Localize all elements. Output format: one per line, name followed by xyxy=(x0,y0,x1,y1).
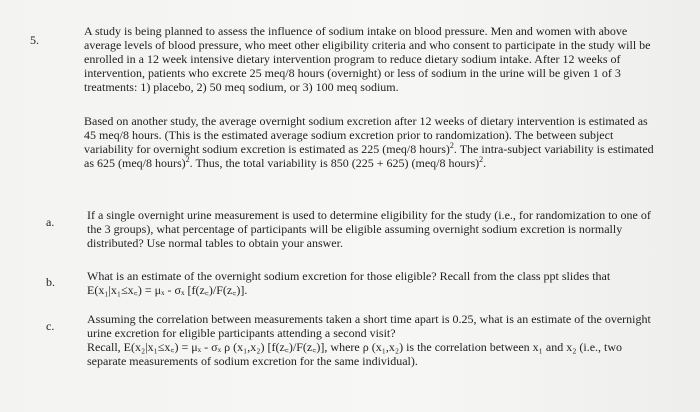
background-superscript-3: 2 xyxy=(479,155,484,164)
background-end: . xyxy=(483,156,487,170)
problem-number: 5. xyxy=(30,33,39,47)
question-c xyxy=(87,312,657,368)
question-a-text: If a single overnight urine measurement is used to determine eligibility for the study (i.e., for randomization to one of the 3 groups), what percentage of participants will be eligible assuming overnight sodium excretion is normally distributed? Use normal tables to obtain your answer. xyxy=(87,208,651,250)
question-c-where-text: where ρ (x₁,x₂) is the correlation between x₁ and x₂ (i.e., two separate measurements of sodium excretion for the same individual). xyxy=(87,340,623,368)
question-c-formula: E(x₂|x₁≤x꜀) = μₓ - σₓ ρ (x₁,x₂) [f(z꜀)/F(z꜀)], xyxy=(123,340,328,354)
question-c-recall-label: Recall, xyxy=(87,340,121,354)
problem-background xyxy=(84,114,660,170)
background-sentence-3: . Thus, the total variability is 850 (225 + 625) (meq/8 hours) xyxy=(189,156,480,170)
background-superscript-2: 2 xyxy=(185,155,190,164)
question-b xyxy=(87,269,657,297)
question-a-label: a. xyxy=(46,215,55,229)
question-b-label: b. xyxy=(46,275,55,289)
question-c-text: Assuming the correlation between measurements taken a short time apart is 0.25, what is an estimate of the overnight urine excretion for eligible participants attending a second visit? xyxy=(87,312,651,340)
question-b-formula: E(x₁|x₁≤x꜀) = μₓ - σₓ [f(z꜀)/F(z꜀)]. xyxy=(87,283,248,297)
background-sentence-2: . The intra-subject variability is estimated as 625 (meq/8 hours) xyxy=(84,142,654,170)
background-superscript-1: 2 xyxy=(449,141,454,150)
problem-intro: A study is being planned to assess the influence of sodium intake on blood pressure. Men and women with above average levels of blood pressure, who meet other eligibility criteria and who consent to participate in the study will be enrolled in a 12 week intensive dietary intervention program to reduce dietary sodium intake. After 12 weeks of intervention, patients who excrete 25 meq/8 hours (overnight) or less of sodium in the urine will be given 1 of 3 treatments: 1) placebo, 2) 50 meq sodium, or 3) 100 meq sodium. xyxy=(84,24,651,94)
question-b-text: What is an estimate of the overnight sodium excretion for those eligible? Recall from the class ppt slides that xyxy=(87,269,611,283)
question-c-label: c. xyxy=(46,319,55,333)
background-sentence-1: Based on another study, the average overnight sodium excretion after 12 weeks of dietary intervention is estimated as 45 meq/8 hours. (This is the estimated average sodium excretion prior to randomization). The between subject variability for overnight sodium excretion is estimated as 225 (meq/8 hours) xyxy=(84,114,648,156)
